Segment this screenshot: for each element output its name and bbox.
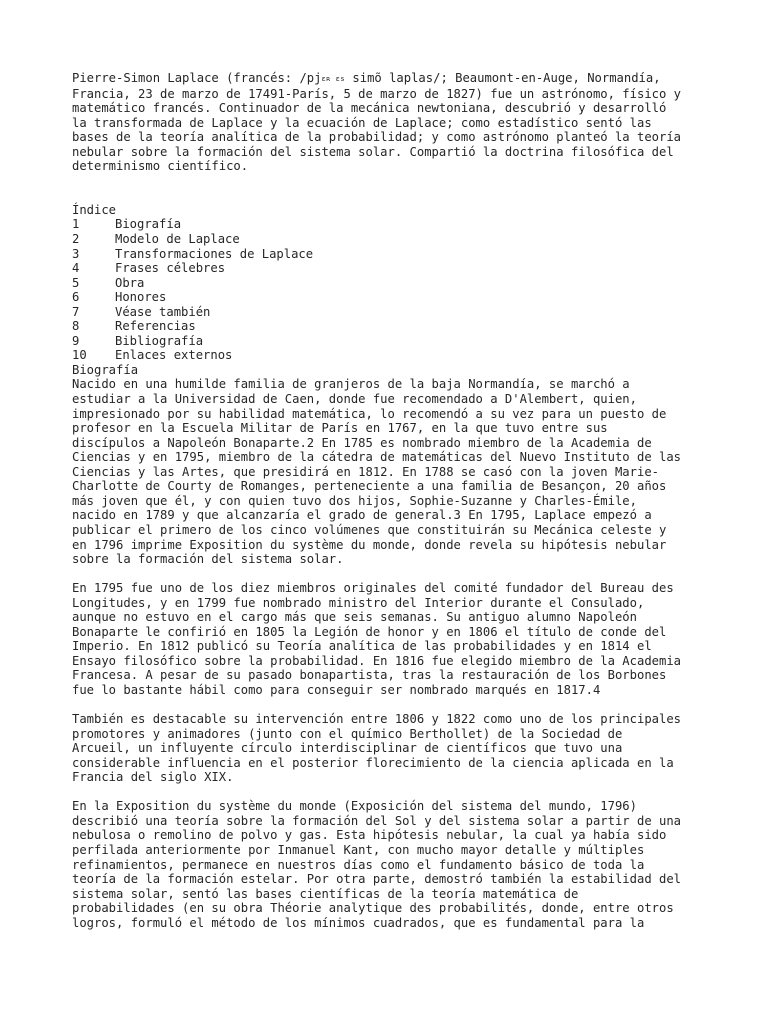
document-page xyxy=(72,71,712,930)
biography-paragraph-4: En la Exposition du système du monde (Exposición del sistema del mundo, 1796) describió una teoría sobre la formación del Sol y del sistema solar a partir de una nebulosa o remolino de polvo y gas. Esta hipótesis nebular, la cual ya había sido perfilada anteriormente por Inmanuel Kant, con mucho mayor detalle y múltiples refinamientos, permanece en nuestros días como el fundamento básico de toda la teoría de la formación estelar. Por otra parte, demostró también la estabilidad del sistema solar, sentó las bases científicas de la teoría matemática de probabilidades (en su obra Théorie analytique des probabilités, donde, entre otros logros, formuló el método de los mínimos cuadrados, que es fundamental para la xyxy=(72,799,682,930)
spacer xyxy=(72,567,712,582)
spacer xyxy=(72,174,712,203)
toc-item[interactable] xyxy=(72,290,712,305)
biography-paragraph-2: En 1795 fue uno de los diez miembros originales del comité fundador del Bureau des Longitudes, y en 1799 fue nombrado ministro del Interior durante el Consulado, aunque no estuvo en el cargo más que seis semanas. Su antiguo alumno Napoleón Bonaparte le confirió en 1805 la Legión de honor y en 1806 el título de conde del Imperio. En 1812 publicó su Teoría analítica de las probabilidades y en 1814 el Ensayo filosófico sobre la probabilidad. En 1816 fue elegido miembro de la Academia Francesa. A pesar de su pasado bonapartista, tras la restauración de los Borbones fue lo bastante hábil como para conseguir ser nombrado marqués en 1817.4 xyxy=(72,581,682,697)
intro-line1-end: simõ laplas/; Beaumont-en-Auge, Normandía, xyxy=(345,71,661,85)
toc-item-number: 10 xyxy=(72,348,87,363)
toc-item-number: 5 xyxy=(72,275,80,290)
toc-item[interactable] xyxy=(72,217,712,232)
toc-item-label: Obra xyxy=(115,275,145,290)
toc-item-label: Transformaciones de Laplace xyxy=(115,246,314,261)
toc-item-number: 4 xyxy=(72,261,80,276)
toc-item[interactable] xyxy=(72,348,712,363)
spacer xyxy=(72,698,712,713)
toc-item[interactable] xyxy=(72,247,712,262)
toc-item-label: Referencias xyxy=(115,319,196,334)
toc-list xyxy=(72,217,712,362)
biography-paragraph-3: También es destacable su intervención entre 1806 y 1822 como uno de los principales promotores y animadores (junto con el químico Berthollet) de la Sociedad de Arcueil, un influyente círculo interdisciplinar de científicos que tuvo una considerable influencia en el posterior florecimiento de la ciencia aplicada en la Francia del siglo XIX. xyxy=(72,712,682,785)
toc-title: Índice xyxy=(72,202,117,217)
toc-item-number: 6 xyxy=(72,290,80,305)
toc-item-label: Frases célebres xyxy=(115,261,226,276)
biography-paragraph-1: Nacido en una humilde familia de granjeros de la baja Normandía, se marchó a estudiar a la Universidad de Caen, donde fue recomendado a D'Alembert, quien, impresionado por su habilidad matemática, lo recomendó a su vez para un puesto de profesor en la Escuela Militar de París en 1767, en la que tuvo entre sus discípulos a Napoleón Bonaparte.2 En 1785 es nombrado miembro de la Academia de Ciencias y en 1795, miembro de la cátedra de matemáticas del Nuevo Instituto de las Ciencias y las Artes, que presidirá en 1812. En 1788 se casó con la joven Marie- Charlotte de Courty de Romanges, perteneciente a una familia de Besançon, 20 años más joven que él, y con quien tuvo dos hijos, Sophie-Suzanne y Charles-Émile, nacido en 1789 y que alcanzaría el grado de general.3 En 1795, Laplace empezó a publicar el primero de los cinco volúmenes que constituirán su Mecánica celeste y en 1796 imprime Exposition du système du monde, donde revela su hipótesis nebular sobre la formación del sistema solar. xyxy=(72,377,682,567)
intro-line1-start: Pierre-Simon Laplace (francés: /pj xyxy=(72,71,322,85)
toc-item[interactable] xyxy=(72,232,712,247)
toc-item-number: 7 xyxy=(72,304,80,319)
biography-heading: Biografía xyxy=(72,362,139,377)
toc-item-label: Bibliografía xyxy=(115,333,204,348)
table-of-contents xyxy=(72,203,712,363)
toc-item-label: Enlaces externos xyxy=(115,348,233,363)
toc-item[interactable] xyxy=(72,261,712,276)
toc-item-number: 3 xyxy=(72,246,80,261)
toc-item[interactable] xyxy=(72,305,712,320)
intro-ipa-fragment: ɛʀ ɛs xyxy=(321,75,346,83)
toc-item-label: Modelo de Laplace xyxy=(115,232,240,247)
toc-item-label: Biografía xyxy=(115,217,182,232)
toc-item[interactable] xyxy=(72,319,712,334)
toc-item-number: 9 xyxy=(72,333,80,348)
spacer xyxy=(72,785,712,800)
toc-item-number: 8 xyxy=(72,319,80,334)
toc-item-label: Véase también xyxy=(115,304,211,319)
toc-item-number: 1 xyxy=(72,217,80,232)
toc-item[interactable] xyxy=(72,334,712,349)
intro-paragraph xyxy=(72,71,712,174)
toc-item-label: Honores xyxy=(115,290,167,305)
toc-item-number: 2 xyxy=(72,232,80,247)
intro-rest: Francia, 23 de marzo de 17491-París, 5 de marzo de 1827) fue un astrónomo, físico y matemático francés. Continuador de la mecánica newtoniana, descubrió y desarrolló la transformada de Laplace y la ecuación de Laplace; como estadístico sentó las bases de la teoría analítica de la probabilidad; y como astrónomo planteó la teoría nebular sobre la formación del sistema solar. Compartió la doctrina filosófica del determinismo científico. xyxy=(72,86,682,174)
toc-item[interactable] xyxy=(72,276,712,291)
